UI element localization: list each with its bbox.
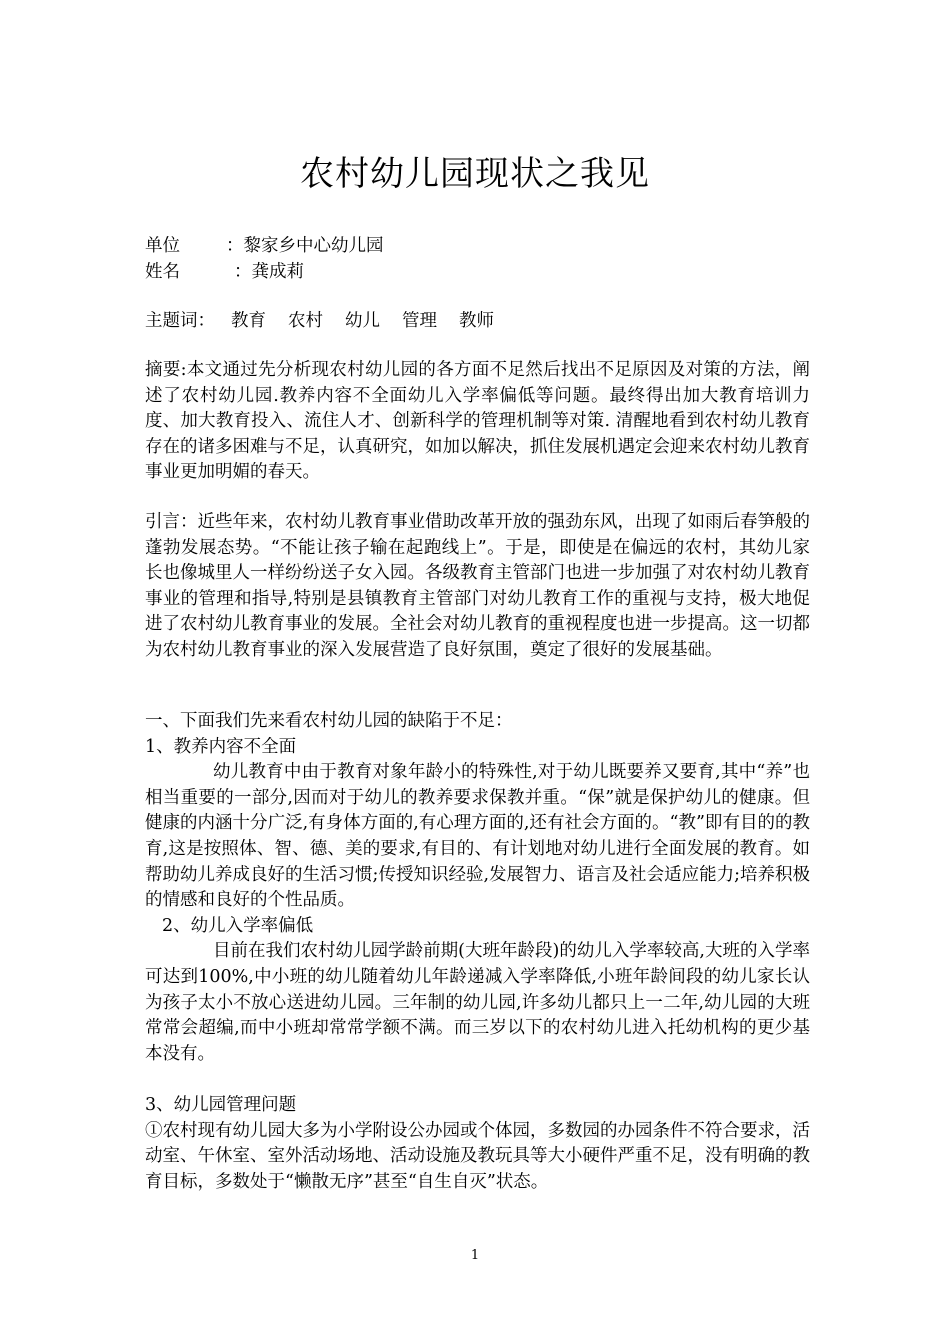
name-sep: ： — [234, 261, 252, 282]
keyword: 教育 — [231, 311, 266, 331]
keyword: 管理 — [402, 311, 437, 331]
abstract-paragraph — [145, 358, 810, 486]
subsection-text: ①农村现有幼儿园大多为小学附设公办园或个体园，多数园的办园条件不符合要求，活动室、午休室、室外活动场地、活动设施及教玩具等大小硬件严重不足，没有明确的教育目标，多数处于“懒散无序”甚至“自生自灭”状态。 — [145, 1120, 810, 1192]
author-meta — [145, 234, 810, 285]
subsection-heading: 2、幼儿入学率偏低 — [162, 915, 314, 936]
abstract-text: 摘要:本文通过先分析现农村幼儿园的各方面不足然后找出不足原因及对策的方法，阐述了农村幼儿园.教养内容不全面幼儿入学率偏低等问题。最终得出加大教育培训力度、加大教育投入、流住人才、创新科学的管理机制等对策. 清醒地看到农村幼儿教育存在的诸多困难与不足，认真研究，如加以解决，抓住发展机遇定会迎来农村幼儿教育事业更加明媚的春天。 — [145, 360, 810, 483]
intro-text: 引言：近些年来，农村幼儿教育事业借助改革开放的强劲东风，出现了如雨后春笋般的蓬勃发展态势。“不能让孩子输在起跑线上”。于是，即使是在偏远的农村，其幼儿家长也像城里人一样纷纷送子女入园。各级教育主管部门也进一步加强了对农村幼儿教育事业的管理和指导,特别是县镇教育主管部门对幼儿教育工作的重视与支持，极大地促进了农村幼儿教育事业的发展。全社会对幼儿教育的重视程度也进一步提高。这一切都为农村幼儿教育事业的深入发展营造了良好氛围，奠定了很好的发展基础。 — [145, 512, 810, 660]
keyword: 幼儿 — [345, 311, 380, 331]
section-heading: 一、下面我们先来看农村幼儿园的缺陷于不足： — [145, 711, 513, 731]
name-row — [145, 260, 810, 286]
keyword: 农村 — [288, 311, 323, 331]
unit-row — [145, 234, 810, 260]
page-number: 1 — [470, 1248, 480, 1263]
subsection-heading: 3、幼儿园管理问题 — [145, 1094, 297, 1115]
keywords-label: 主题词： — [145, 311, 215, 331]
unit-sep: ： — [226, 236, 244, 256]
name-label: 姓名 — [145, 261, 180, 282]
intro-paragraph — [145, 510, 810, 664]
subsection-heading: 1、教养内容不全面 — [145, 736, 297, 757]
unit-value: 黎家乡中心幼儿园 — [243, 236, 384, 256]
subsection-text: 幼儿教育中由于教育对象年龄小的特殊性,对于幼儿既要养又要育,其中“养”也相当重要的一部分,因而对于幼儿的教养要求保教并重。“保”就是保护幼儿的健康。但健康的内涵十分广泛,有身体方面的,有心理方面的,还有社会方面的。“教”即有目的的教育,这是按照体、智、德、美的要求,有目的、有计划地对幼儿进行全面发展的教育。如帮助幼儿养成良好的生活习惯;传授知识经验,发展智力、语言及社会适应能力;培养积极的情感和良好的个性品质。 — [145, 762, 810, 911]
keyword: 教师 — [459, 311, 494, 331]
subsection-text: 目前在我们农村幼儿园学龄前期(大班年龄段)的幼儿入学率较高,大班的入学率可达到100%,中小班的幼儿随着幼儿年龄递减入学率降低,小班年龄间段的幼儿家长认为孩子太小不放心送进幼儿园。三年制的幼儿园,许多幼儿都只上一二年,幼儿园的大班常常会超编,而中小班却常常学额不满。而三岁以下的农村幼儿进入托幼机构的更少基本没有。 — [145, 941, 810, 1064]
unit-label: 单位 — [145, 236, 180, 256]
document-title: 农村幼儿园现状之我见 — [300, 154, 650, 194]
keywords-line — [145, 308, 516, 334]
name-value: 龚成莉 — [251, 261, 304, 282]
section-1 — [145, 709, 810, 1195]
blank-line — [145, 1067, 810, 1093]
